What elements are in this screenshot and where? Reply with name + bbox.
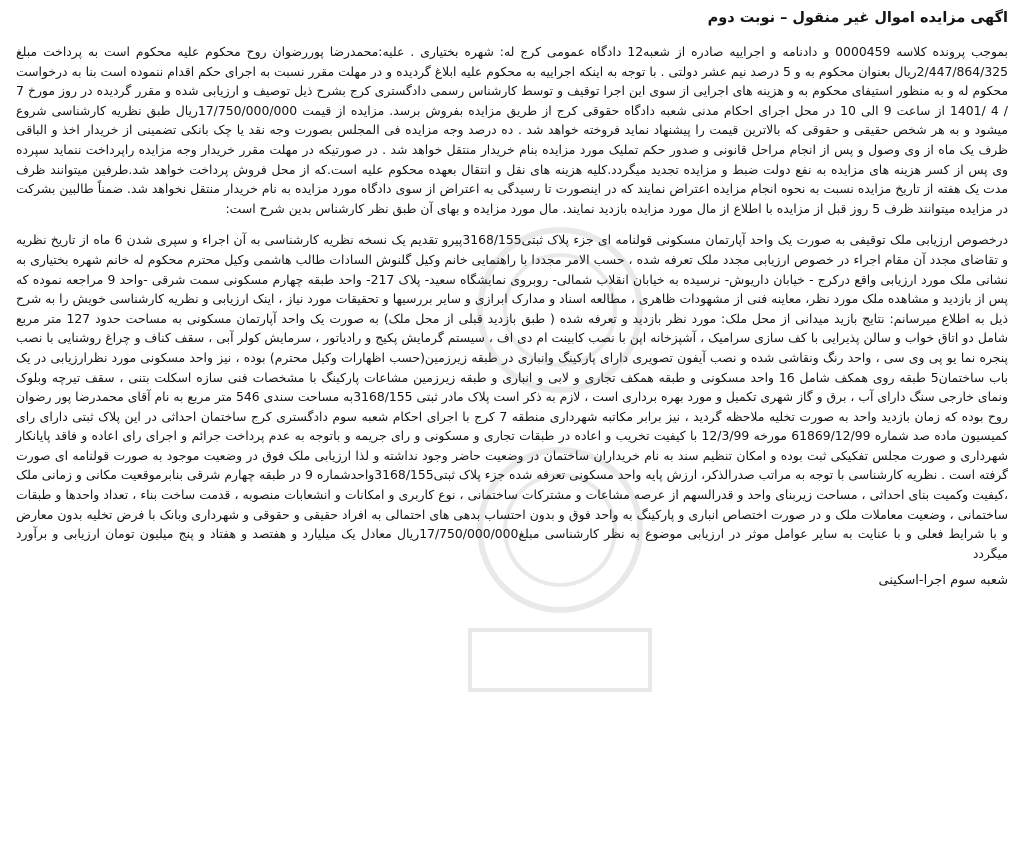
notice-paragraph-2: درخصوص ارزیابی ملک توقیفی به صورت یک واحد آپارتمان مسکونی قولنامه ای جزء پلاک ثبتی3168/155پیرو تقدیم یک نسخه نظریه کارشناسی به آن اجراء و سپری شدن 6 ماه از تاریخ نظریه و تقاضای مجدد آن مقام اجراء در خصوص ارزیابی مجدد ملک تعرفه شده ، حسب الامر مجددا با راهنمایی خانم وکیل گلنوش السادات طالب هاشمی وکیل محترم محکوم له خانم شهره بختیاری به نشانی ملک مورد ارزیابی واقع درکرج - خیابان داریوش- نرسیده به خیابان انقلاب شمالی- روبروی نمایشگاه سعید- پلاک 217- واحد طبقه چهارم مسکونی سمت شرقی -واحد 9 مراجعه نموده که پس از بازدید و مشاهده ملک مورد نظر، معاینه فنی از مشهودات ظاهری ، مطالعه اسناد و مدارک ابرازی و سایر بررسیها و تحقیقات مورد نیاز ، اینک ارزیابی و نظریه کارشناسی خویش را به شرح ذیل به اطلاع میرسانم: نتایج بازید میدانی از محل ملک: مورد نظر بازدید و تعرفه شده ( طبق بازدید قبلی از محل ملک) به صورت یک واحد آپارتمان مسکونی به مساحت حدود 127 متر مربع شامل دو اتاق خواب و سالن پذیرایی با کف سازی سرامیک ، آشپزخانه اپن با نصب کابینت ام دی اف ، سیستم گرمایش پکیج و رادیاتور ، سرمایش کولر آبی ، سقف کناف و چراغ روشنایی با نصب پنجره نما یو پی وی سی ، واحد رنگ ونقاشی شده و نصب آیفون تصویری دارای پارکینگ وانباری در طبقه زیرزمین(حسب اظهارات وکیل محترم) بوده ، نیز واحد مسکونی مورد نظرارزیابی در یک باب ساختمان5 طبقه روی همکف شامل 16 واحد مسکونی و طبقه همکف تجاری و لابی و انباری و طبقه زیرزمین مشاعات پارکینگ با مشخصات فنی سازه اسکلت بتنی ، سقف تیرچه وبلوک ونمای خارجی سنگ دارای آب ، برق و گاز شهری تکمیل و مورد بهره برداری است ، لازم به ذکر است پلاک مادر ثبتی 3168/155به مساحت سندی 546 متر مربع به نام آقای محمدرضا پور رضوان روح بوده که زمان بازدید واحد به صورت تخلیه ملاحظه گردید ، نیز برابر مکاتبه شهرداری منطقه 7 کرج با اجرای احکام شعبه سوم دادگستری کرج ساختمان احداثی در این پلاک ثبتی دارای رای کمیسیون ماده صد شماره 61869/12/99 مورخه 12/3/99 با کیفیت تخریب و اعاده در طبقات تجاری و مسکونی و رای جریمه و باتوجه به عدم پرداخت جرائم و اجرای رای اعاده و فاقد پایانکار شهرداری و صورت مجلس تفکیکی ثبت بوده و امکان تنظیم سند به نام خریداران ساختمان در وضعیت حاضر وجود نداشته و لذا ارزیابی ملک فوق در وضعیت موجود به صورت قولنامه ای صورت گرفته است . نظریه کارشناسی با توجه به مراتب صدرالذکر، ارزش پایه واحد مسکونی تعرفه شده جزء پلاک ثبتی3168/155واحدشماره 9 در طبقه چهارم شرقی بنابرموقعیت مکانی و زمانی ملک ،کیفیت وکمیت بنای احداثی ، مساحت زیربنای واحد و قدرالسهم از عرصه مشاعات و مشترکات ساختمانی ، نوع کاربری و امکانات و انشعابات منصوبه ، قدمت ساخت بناء ، تعداد واحدها و طبقات ساختمانی ، وضعیت معاملات ملک و در صورت اختصاص انباری و پارکینگ به واحد فوق و بدون احتساب بدهی های احتمالی به افراد حقیقی و حقوقی و شهرداری وبانک با فرض تخلیه بدون معارض و با شرایط فعلی و با عنایت به سایر عوامل موثر در ارزیابی موضوع به نظر کارشناسی مبلغ17/750/000/000ریال معادل یک میلیارد و هفتصد و هفتاد و پنج میلیون تومان ارزیابی و برآورد میگردد <box>16 232 1009 561</box>
notice-title: اگهی مزایده اموال غیر منقول – نوبت دوم <box>707 10 1008 26</box>
notice-paragraph-1: بموجب پرونده کلاسه 0000459 و دادنامه و اجراییه صادره از شعبه12 دادگاه عمومی کرج له: شهره بختیاری . علیه:محمدرضا پوررضوان روح محکوم علیه محکوم است به پرداخت مبلغ 2/447/864/325ریال بعنوان محکوم به و 5 درصد نیم عشر دولتی . با توجه به اینکه اجراییه به محکوم علیه ابلاغ گردیده و در مهلت مقرر نسبت به اجرای حکم اقدام ننموده است بنا به درخواست محکوم له و به منظور استیفای محکوم به و هزینه های اجرایی از سوی این اجرا توقیف و توسط کارشناس رسمی دادگستری کرج بشرح ذیل توصیف و ارزیابی شده و مقرر گردیده در روز مورخ 7 / 4 /1401 از ساعت 9 الی 10 در محل اجرای احکام مدنی شعبه دادگاه حقوقی کرج از طریق مزایده بفروش برسد. مزایده از قیمت 17/750/000/000ریال طبق نظریه کارشناسی شروع میشود و به هر شخص حقیقی و حقوقی که بالاترین قیمت را پیشنهاد نماید فروخته خواهد شد . ده درصد وجه مزایده فی المجلس بصورت وجه نقد یا چک بانکی تضمینی از خریدار اخذ و الباقی ظرف یک ماه از وی وصول و پس از انجام مراحل قانونی و صدور حکم تملیک مورد مزایده بنام خریدار منتقل خواهد شد . در صورتیکه در مهلت مقرر خریدار وجه مزایده راپرداخت ننماید سپرده وی پس از کسر هزینه های مزایده به نفع دولت ضبط و مزایده تجدید میگردد.کلیه هزینه های نقل و انتقال بعهده محکوم علیه است.که از محل فروش پرداخت خواهد شد.طرفین میتوانند ظرف مدت یک هفته از تاریخ مزایده نسبت به نحوه انجام مزایده اعتراض نمایند که در اینصورت تا رسیدگی به اعتراض از سوی دادگاه مورد مزایده به نام خریدار منتقل نخواهد شد. ضمناً طالبین بشرکت در مزایده میتوانند ظرف 5 روز قبل از مزایده با اطلاع از مال مورد مزایده بازدید نمایند. مال مورد مزایده و بهای آن طبق نظر کارشناس بدین شرح است: <box>16 44 1008 216</box>
notice-signature: شعبه سوم اجرا-اسکینی <box>878 573 1008 589</box>
